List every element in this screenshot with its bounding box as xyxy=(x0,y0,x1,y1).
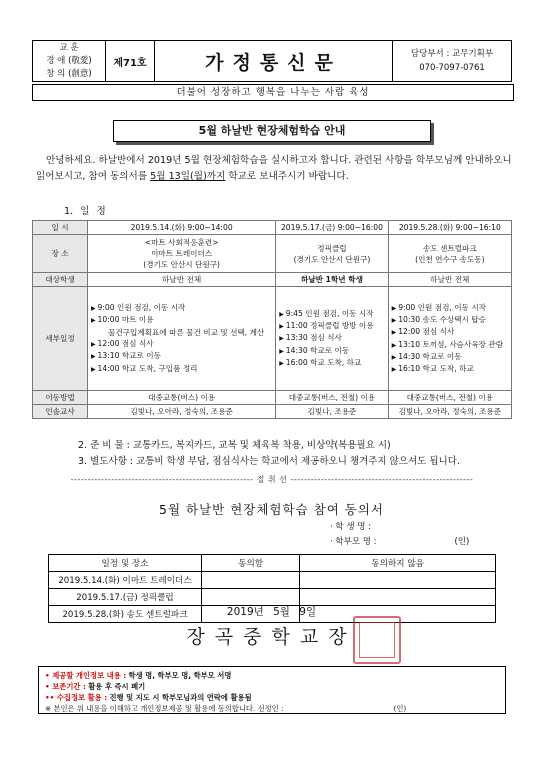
agree-checkbox-cell[interactable] xyxy=(202,589,300,606)
schedule-item: ▶ 14:00 학교 도착, 구입품 정리 xyxy=(91,363,198,373)
note-item: 3. 별도사항 : 교통비 학생 부담, 점심식사는 학교에서 제공하오니 챙겨주지 않으셔도 됩니다. xyxy=(78,456,460,467)
note-item: 2. 준 비 물 : 교통카드, 복지카드, 교복 및 체육복 착용, 비상약(복용필요 시) xyxy=(78,440,391,451)
table-cell: 하날반 1학년 학생 xyxy=(276,273,388,287)
row-label: 인솔교사 xyxy=(33,405,88,419)
disagree-checkbox-cell[interactable] xyxy=(300,572,496,589)
table-cell: 김빛나, 오아라, 정숙의, 조용준 xyxy=(88,405,276,419)
cut-line: ------------------------------------------------------ 절 취 선 ------------------------------------------------------ xyxy=(70,475,474,484)
column-header: 동의하지 않음 xyxy=(300,555,496,572)
cell-line: 송도 센트럴파크 xyxy=(422,243,477,253)
row-label: 이동방법 xyxy=(33,391,88,405)
triangle-bullet-icon: ▶ xyxy=(391,329,399,337)
slogan: 더불어 성장하고 행복을 나누는 사람 육성 xyxy=(32,84,514,101)
triangle-bullet-icon: ▶ xyxy=(391,304,399,312)
triangle-bullet-icon: ▶ xyxy=(391,353,399,361)
schedule-item: ▶ 10:30 송도 수상택시 탑승 xyxy=(391,314,487,324)
cell-line: 정픽클럽 xyxy=(317,243,347,253)
column-header: 동의함 xyxy=(202,555,300,572)
table-cell xyxy=(276,287,388,391)
red-bullet-icon: • xyxy=(45,671,53,680)
schedule-item: ▶ 12:00 점심 식사 xyxy=(391,327,455,337)
schedule-item: ▶ 16:00 학교 도착, 하교 xyxy=(279,357,362,367)
table-row xyxy=(33,391,512,405)
triangle-bullet-icon: ▶ xyxy=(91,353,98,361)
schedule-item: ▶ 13:10 토끼섬, 사슴사육장 관람 xyxy=(391,339,504,349)
table-cell xyxy=(88,287,276,391)
schedule-item: ▶ 14:30 학교로 이동 xyxy=(391,351,462,361)
table-row xyxy=(33,273,512,287)
school-motto xyxy=(33,41,106,82)
table-cell: 대중교통(버스, 전철) 이용 xyxy=(276,391,388,405)
table-cell: 대중교통(버스) 이용 xyxy=(88,391,276,405)
table-cell: 2019.5.17.(금) 정픽클럽 xyxy=(49,589,202,606)
schedule-item: ▶ 16:10 학교 도착, 하교 xyxy=(391,364,474,374)
motto-row: 교 훈 xyxy=(59,42,79,53)
triangle-bullet-icon: ▶ xyxy=(391,316,399,324)
notice-topic: 5월 하날반 현장체험학습 안내 xyxy=(113,120,431,142)
triangle-bullet-icon: ▶ xyxy=(91,341,98,348)
cell-line: (경기도 안산시 단원구) xyxy=(143,260,221,269)
table-row xyxy=(33,287,512,391)
privacy-item: • 제공할 개인정보 내용 : 학생 명, 학부모 명, 학부모 서명 xyxy=(45,671,232,680)
newsletter-header xyxy=(32,40,512,82)
motto-row: 창 의 (創意) xyxy=(46,68,92,79)
cell-line: (인천 연수구 송도동) xyxy=(415,254,485,264)
triangle-bullet-icon: ▶ xyxy=(91,365,98,373)
cell-line: <마트 사회적응훈련> xyxy=(144,238,219,247)
issue-number: 제71호 xyxy=(106,41,155,82)
table-cell: 2019.5.17.(금) 9:00~16:00 xyxy=(276,221,388,235)
schedule-item: ▶ 9:00 인원 점검, 이동 시작 xyxy=(91,303,186,313)
schedule-item: ▶ 9:00 인원 점검, 이동 시작 xyxy=(391,302,487,312)
agree-checkbox-cell[interactable] xyxy=(202,572,300,589)
table-header-row xyxy=(49,555,496,572)
table-cell: 하날반 전체 xyxy=(388,273,511,287)
notes xyxy=(78,438,460,470)
schedule-item: ▶ 13:10 학교로 이동 xyxy=(91,351,161,361)
row-label: 일 시 xyxy=(33,221,88,235)
triangle-bullet-icon: ▶ xyxy=(279,347,286,355)
seal-mark: (인) xyxy=(454,537,470,547)
triangle-bullet-icon: ▶ xyxy=(279,359,286,367)
intro-text: 학교로 보내주시기 바랍니다. xyxy=(225,171,349,182)
schedule-table xyxy=(32,220,512,419)
red-bullet-icon: •• xyxy=(45,693,57,702)
table-cell: 2019.5.28.(화) 9:00~16:10 xyxy=(388,221,511,235)
table-cell xyxy=(88,235,276,273)
table-row xyxy=(33,405,512,419)
privacy-item: • 보존기간 : 활용 후 즉시 폐기 xyxy=(45,682,146,691)
disagree-checkbox-cell[interactable] xyxy=(300,589,496,606)
schedule-item: ▶ 10:00 마트 이용 xyxy=(91,315,154,325)
motto-row: 경 애 (敬愛) xyxy=(46,55,92,66)
privacy-item: •• 수집정보 활용 : 진행 및 지도 시 학부모님과의 연락에 활용됨 xyxy=(45,693,252,702)
table-row xyxy=(49,572,496,589)
issue-date: 2019년 5월 9일 xyxy=(226,606,317,618)
table-cell: 대중교통(버스, 전철) 이용 xyxy=(388,391,511,405)
phone: 070-7097-0761 xyxy=(419,63,485,73)
table-cell: 2019.5.14.(화) 9:00~14:00 xyxy=(88,221,276,235)
privacy-notice xyxy=(38,666,506,714)
contact-info xyxy=(393,41,512,82)
table-cell: 김빛나, 조용준 xyxy=(276,405,388,419)
table-cell: 하날반 전체 xyxy=(88,273,276,287)
column-header: 일정 및 장소 xyxy=(49,555,202,572)
school-principal-name: 장곡중학교장 xyxy=(186,626,357,648)
schedule-item: ▶ 14:30 학교로 이동 xyxy=(279,345,350,355)
privacy-agreement: ※ 본인은 위 내용을 이해하고 개인정보제공 및 활용에 동의합니다. 선정인 : (인) xyxy=(45,704,407,713)
row-label: 대상학생 xyxy=(33,273,88,287)
intro-paragraph xyxy=(36,153,514,185)
parent-name-field[interactable]: · 학부모 명 : (인) xyxy=(330,537,470,547)
schedule-item: 물건구입계획표에 따른 물건 비교 및 선택, 계산 xyxy=(108,327,265,337)
signature-fields xyxy=(330,520,469,550)
table-cell: 김빛나, 오아라, 정숙의, 조용준 xyxy=(388,405,511,419)
row-label: 세부일정 xyxy=(33,287,88,391)
cell-line: 이마트 트레이더스 xyxy=(151,249,213,258)
row-label: 장 소 xyxy=(33,235,88,273)
triangle-bullet-icon: ▶ xyxy=(279,323,286,331)
reference-mark-icon: ※ xyxy=(45,704,54,713)
deadline: 5월 13일(월)까지 xyxy=(150,171,226,182)
triangle-bullet-icon: ▶ xyxy=(91,305,98,313)
table-cell: 2019.5.14.(화) 이마트 트레이더스 xyxy=(49,572,202,589)
cell-line: (경기도 안산시 단원구) xyxy=(293,254,371,264)
newsletter-title: 가정통신문 xyxy=(155,41,393,82)
table-row xyxy=(33,221,512,235)
red-bullet-icon: • xyxy=(45,682,53,691)
section-heading: 1. 일 정 xyxy=(64,206,106,217)
triangle-bullet-icon: ▶ xyxy=(279,310,286,318)
schedule-item: ▶ 13:30 점심 식사 xyxy=(279,333,342,343)
table-cell: 2019.5.28.(화) 송도 센트럴파크 xyxy=(49,606,202,623)
table-cell xyxy=(276,235,388,273)
table-cell xyxy=(388,235,511,273)
table-row xyxy=(33,235,512,273)
schedule-item: ▶ 9:45 인원 점검, 이동 시작 xyxy=(279,308,374,318)
intro-text: 안녕하세요. 하날반에서 2019년 5월 현장체험학습을 실시하고자 합니다. 관련된 사항을 학부모님께 안내하오니 읽어보시고, 참여 동의서를 xyxy=(36,155,512,182)
schedule-item: ▶ 11:00 정픽클럽 방방 이용 xyxy=(279,321,374,331)
triangle-bullet-icon: ▶ xyxy=(91,317,98,325)
cut-label: 절 취 선 xyxy=(256,475,288,484)
table-cell xyxy=(388,287,511,391)
consent-form-title: 5월 하날반 현장체험학습 참여 동의서 xyxy=(159,502,384,517)
schedule-item: ▶ 12:00 점심 식사 xyxy=(91,339,154,348)
department: 담당부서 : 교무기획부 xyxy=(410,49,494,59)
triangle-bullet-icon: ▶ xyxy=(391,366,399,374)
student-name-field[interactable]: · 학 생 명 : xyxy=(330,522,372,532)
table-row xyxy=(49,589,496,606)
triangle-bullet-icon: ▶ xyxy=(279,335,286,343)
triangle-bullet-icon: ▶ xyxy=(391,341,399,349)
